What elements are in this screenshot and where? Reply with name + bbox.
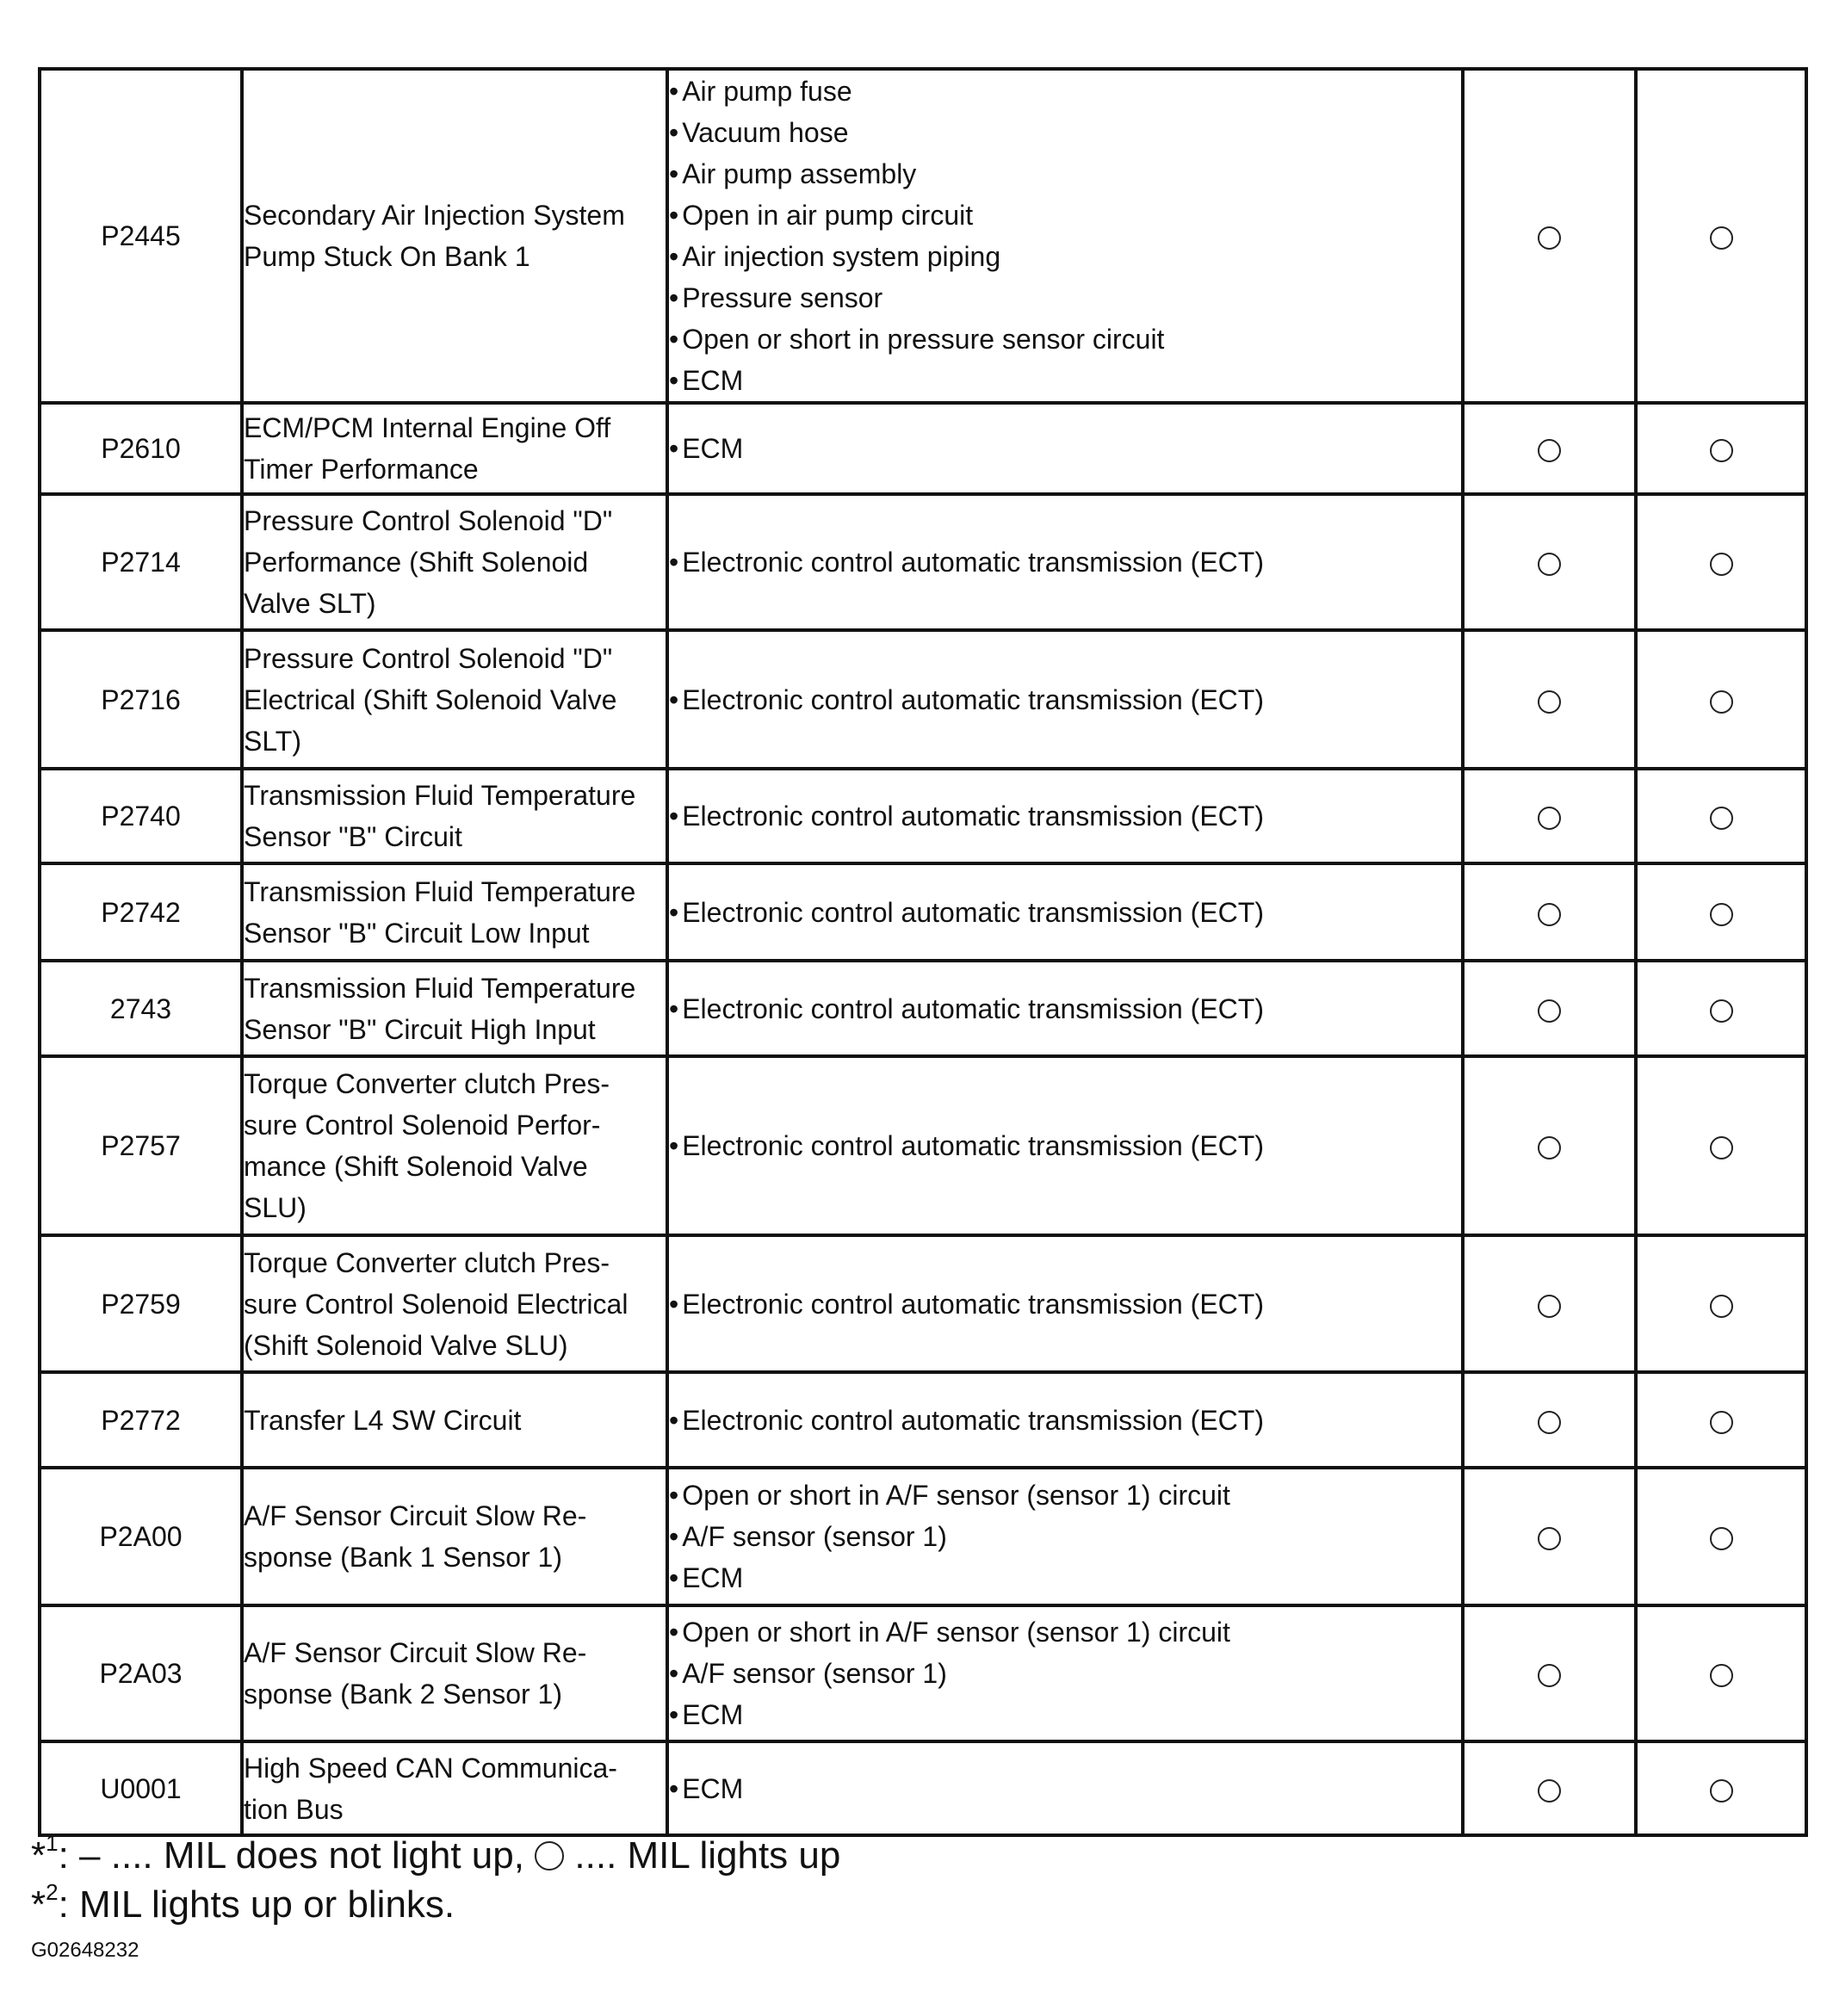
dtc-code: P2740	[40, 769, 242, 863]
mil-cell	[1463, 1741, 1636, 1835]
circle-icon	[1710, 226, 1733, 250]
table-row	[40, 630, 1806, 769]
figure-id: G02648232	[31, 1939, 139, 1962]
detection-item-line: sponse (Bank 1 Sensor 1)	[244, 1542, 562, 1573]
footnote-1-text-b: .... MIL lights up	[574, 1834, 841, 1877]
dtc-code: P2A03	[40, 1605, 242, 1741]
trouble-area	[667, 1056, 1463, 1235]
trouble-area-item: • Electronic control automatic transmission (ECT)	[669, 892, 1461, 933]
circle-icon	[535, 1841, 564, 1871]
trouble-area	[667, 1468, 1463, 1605]
trouble-area	[667, 1372, 1463, 1468]
detection-item-line: SLU)	[244, 1192, 307, 1223]
trouble-area	[667, 769, 1463, 863]
detection-item-line: Secondary Air Injection System	[244, 200, 625, 231]
mil-cell	[1463, 494, 1636, 630]
detection-item-line: ECM/PCM Internal Engine Off	[244, 412, 611, 443]
mil-cell	[1463, 863, 1636, 961]
detection-item-line: A/F Sensor Circuit Slow Re-	[244, 1500, 587, 1531]
trouble-area-item: • ECM	[669, 1694, 1461, 1735]
mil-cell	[1463, 403, 1636, 494]
memory-cell	[1636, 403, 1806, 494]
circle-icon	[1710, 807, 1733, 830]
footnote-1-sup: 1	[46, 1830, 59, 1856]
detection-item	[242, 630, 667, 769]
dtc-code: 2743	[40, 961, 242, 1056]
table-row	[40, 1235, 1806, 1372]
memory-cell	[1636, 1605, 1806, 1741]
dtc-code: P2716	[40, 630, 242, 769]
table-row	[40, 769, 1806, 863]
detection-item-line: A/F Sensor Circuit Slow Re-	[244, 1637, 587, 1668]
detection-item-line: Transmission Fluid Temperature	[244, 972, 636, 1004]
footnote-1-text-a: : – .... MIL does not light up,	[58, 1834, 524, 1877]
trouble-area-item: • Open or short in A/F sensor (sensor 1) circuit	[669, 1611, 1461, 1653]
trouble-area-item: • Air injection system piping	[669, 236, 1461, 277]
circle-icon	[1710, 903, 1733, 926]
footnote-2	[31, 1881, 455, 1929]
circle-icon	[1710, 1527, 1733, 1550]
trouble-area-item: • Electronic control automatic transmission (ECT)	[669, 541, 1461, 583]
trouble-area-item: • Air pump fuse	[669, 71, 1461, 112]
detection-item-line: Sensor "B" Circuit Low Input	[244, 917, 590, 949]
trouble-area-item: • ECM	[669, 428, 1461, 469]
trouble-area	[667, 403, 1463, 494]
trouble-area-item: • Pressure sensor	[669, 277, 1461, 318]
detection-item	[242, 1372, 667, 1468]
mil-cell	[1463, 1605, 1636, 1741]
table-row	[40, 1056, 1806, 1235]
trouble-area-item: • Electronic control automatic transmission (ECT)	[669, 679, 1461, 720]
trouble-area-item: • ECM	[669, 1557, 1461, 1599]
dtc-table-body	[40, 69, 1806, 1835]
trouble-area	[667, 961, 1463, 1056]
circle-icon	[1538, 903, 1561, 926]
detection-item-line: mance (Shift Solenoid Valve	[244, 1151, 588, 1182]
mil-cell	[1463, 769, 1636, 863]
mil-cell	[1463, 961, 1636, 1056]
detection-item-line: Pressure Control Solenoid "D"	[244, 505, 613, 536]
dtc-code: P2742	[40, 863, 242, 961]
detection-item-line: Sensor "B" Circuit	[244, 821, 462, 852]
memory-cell	[1636, 69, 1806, 403]
table-row	[40, 1741, 1806, 1835]
circle-icon	[1538, 690, 1561, 714]
circle-icon	[1538, 553, 1561, 576]
circle-icon	[1538, 1411, 1561, 1434]
detection-item	[242, 403, 667, 494]
circle-icon	[1710, 439, 1733, 462]
detection-item	[242, 494, 667, 630]
detection-item	[242, 961, 667, 1056]
memory-cell	[1636, 769, 1806, 863]
circle-icon	[1538, 226, 1561, 250]
footnote-1-marker: *	[31, 1834, 46, 1877]
circle-icon	[1710, 1411, 1733, 1434]
circle-icon	[1538, 999, 1561, 1023]
circle-icon	[1710, 1664, 1733, 1687]
detection-item-line: Valve SLT)	[244, 588, 376, 619]
detection-item	[242, 1235, 667, 1372]
mil-cell	[1463, 1056, 1636, 1235]
dtc-code: P2757	[40, 1056, 242, 1235]
detection-item-line: Sensor "B" Circuit High Input	[244, 1013, 596, 1045]
detection-item-line: Transmission Fluid Temperature	[244, 875, 636, 907]
detection-item-line: Pressure Control Solenoid "D"	[244, 642, 613, 674]
dtc-code: U0001	[40, 1741, 242, 1835]
trouble-area	[667, 1741, 1463, 1835]
detection-item	[242, 863, 667, 961]
trouble-area-item: • A/F sensor (sensor 1)	[669, 1516, 1461, 1557]
dtc-code: P2772	[40, 1372, 242, 1468]
table-row	[40, 69, 1806, 403]
mil-cell	[1463, 69, 1636, 403]
trouble-area	[667, 69, 1463, 403]
table-row	[40, 494, 1806, 630]
trouble-area-item: • ECM	[669, 1768, 1461, 1809]
circle-icon	[1710, 553, 1733, 576]
trouble-area-item: • Open in air pump circuit	[669, 195, 1461, 236]
circle-icon	[1710, 1295, 1733, 1318]
dtc-code: P2714	[40, 494, 242, 630]
dtc-table	[38, 67, 1808, 1837]
circle-icon	[1538, 1136, 1561, 1160]
detection-item-line: Torque Converter clutch Pres-	[244, 1246, 610, 1278]
trouble-area-item: • Electronic control automatic transmission (ECT)	[669, 1400, 1461, 1441]
trouble-area	[667, 1235, 1463, 1372]
footnote-1	[31, 1832, 840, 1880]
detection-item	[242, 1056, 667, 1235]
dtc-code: P2610	[40, 403, 242, 494]
memory-cell	[1636, 1741, 1806, 1835]
detection-item	[242, 1741, 667, 1835]
circle-icon	[1710, 999, 1733, 1023]
trouble-area-item: • Electronic control automatic transmission (ECT)	[669, 1125, 1461, 1166]
footnote-2-text: : MIL lights up or blinks.	[58, 1883, 455, 1926]
trouble-area	[667, 630, 1463, 769]
circle-icon	[1538, 1779, 1561, 1803]
detection-item-line: tion Bus	[244, 1793, 344, 1825]
detection-item-line: Pump Stuck On Bank 1	[244, 241, 530, 272]
circle-icon	[1710, 690, 1733, 714]
trouble-area-item: • Open or short in pressure sensor circuit	[669, 318, 1461, 360]
detection-item-line: Torque Converter clutch Pres-	[244, 1068, 610, 1099]
memory-cell	[1636, 1468, 1806, 1605]
circle-icon	[1538, 1295, 1561, 1318]
memory-cell	[1636, 630, 1806, 769]
footnote-2-marker: *	[31, 1883, 46, 1926]
trouble-area	[667, 863, 1463, 961]
detection-item	[242, 769, 667, 863]
circle-icon	[1538, 439, 1561, 462]
detection-item-line: Electrical (Shift Solenoid Valve	[244, 683, 617, 715]
table-row	[40, 403, 1806, 494]
circle-icon	[1538, 1664, 1561, 1687]
detection-item-line: Performance (Shift Solenoid	[244, 547, 589, 578]
circle-icon	[1710, 1136, 1733, 1160]
memory-cell	[1636, 1235, 1806, 1372]
detection-item	[242, 69, 667, 403]
trouble-area-item: • Electronic control automatic transmission (ECT)	[669, 795, 1461, 837]
trouble-area-item: • Electronic control automatic transmission (ECT)	[669, 988, 1461, 1030]
detection-item	[242, 1468, 667, 1605]
circle-icon	[1538, 1527, 1561, 1550]
detection-item-line: Transmission Fluid Temperature	[244, 780, 636, 811]
detection-item-line: sure Control Solenoid Perfor-	[244, 1110, 601, 1141]
footnote-2-sup: 2	[46, 1879, 59, 1905]
detection-item-line: SLT)	[244, 725, 301, 757]
circle-icon	[1710, 1779, 1733, 1803]
detection-item-line: sure Control Solenoid Electrical	[244, 1288, 629, 1320]
dtc-code: P2759	[40, 1235, 242, 1372]
detection-item-line: (Shift Solenoid Valve SLU)	[244, 1329, 568, 1361]
table-row	[40, 1468, 1806, 1605]
table-row	[40, 961, 1806, 1056]
mil-cell	[1463, 1372, 1636, 1468]
detection-item-line: sponse (Bank 2 Sensor 1)	[244, 1679, 562, 1710]
mil-cell	[1463, 630, 1636, 769]
table-row	[40, 1372, 1806, 1468]
trouble-area-item: • ECM	[669, 360, 1461, 401]
trouble-area-item: • Vacuum hose	[669, 112, 1461, 153]
dtc-code: P2445	[40, 69, 242, 403]
detection-item-line: High Speed CAN Communica-	[244, 1752, 617, 1784]
dtc-code: P2A00	[40, 1468, 242, 1605]
memory-cell	[1636, 494, 1806, 630]
memory-cell	[1636, 961, 1806, 1056]
memory-cell	[1636, 1056, 1806, 1235]
table-row	[40, 1605, 1806, 1741]
memory-cell	[1636, 1372, 1806, 1468]
memory-cell	[1636, 863, 1806, 961]
trouble-area-item: • Electronic control automatic transmission (ECT)	[669, 1283, 1461, 1325]
mil-cell	[1463, 1235, 1636, 1372]
trouble-area-item: • A/F sensor (sensor 1)	[669, 1653, 1461, 1694]
trouble-area-item: • Air pump assembly	[669, 153, 1461, 195]
trouble-area	[667, 494, 1463, 630]
detection-item	[242, 1605, 667, 1741]
table-row	[40, 863, 1806, 961]
detection-item-line: Transfer L4 SW Circuit	[244, 1404, 522, 1436]
mil-cell	[1463, 1468, 1636, 1605]
trouble-area	[667, 1605, 1463, 1741]
detection-item-line: Timer Performance	[244, 454, 479, 485]
circle-icon	[1538, 807, 1561, 830]
trouble-area-item: • Open or short in A/F sensor (sensor 1) circuit	[669, 1475, 1461, 1516]
